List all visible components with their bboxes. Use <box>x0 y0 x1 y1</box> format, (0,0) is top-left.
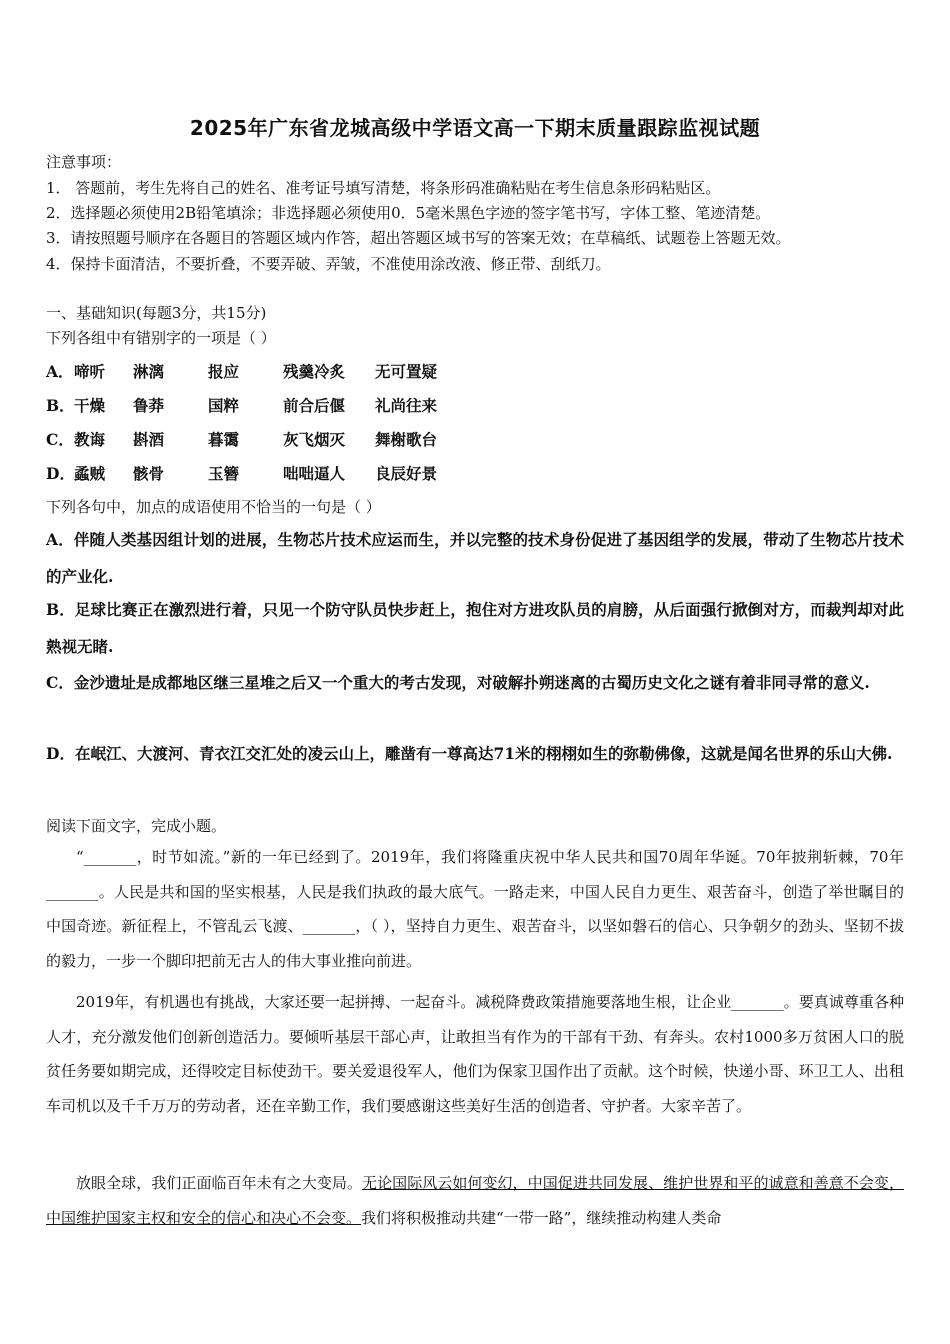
option-word: 淋漓 <box>133 362 165 381</box>
option-word: 礼尚往来 <box>375 396 438 415</box>
q2-option-d: D．在岷江、大渡河、青衣江交汇处的凌云山上，雕凿有一尊高达71米的栩栩如生的弥勒佛像，这就是闻名世界的乐山大佛. <box>46 744 893 763</box>
notice-heading: 注意事项： <box>46 153 122 171</box>
reading-paragraph-1: “_______，时节如流。”新的一年已经到了。2019年，我们将隆重庆祝中华人民共和国70周年华诞。70年披荆斩棘，70年_______。人民是共和国的坚实根基，人民是我们执政的最大底气。一路走来，中国人民自力更生、艰苦奋斗，创造了举世瞩目的中国奇迹。新征程上，不管乱云飞渡、_______，（ ），坚持自力更生、艰苦奋斗，以坚如磐石的信心、只争朝夕的劲头、坚韧不拔的毅力，一步一个脚印把前无古人的伟大事业推向前进。 <box>46 848 904 970</box>
option-word: 前合后偃 <box>283 396 346 415</box>
paragraph-text: 我们将积极推动共建“一带一路”，继续推动构建人类命 <box>361 1208 722 1227</box>
option-word: 灰飞烟灭 <box>283 430 346 449</box>
option-word: 啼听 <box>74 362 106 381</box>
q1-stem: 下列各组中有错别字的一项是（ ） <box>46 329 276 347</box>
option-word: 咄咄逼人 <box>283 464 346 483</box>
option-word: 无可置疑 <box>375 362 438 381</box>
section-heading: 一、基础知识(每题3分，共15分) <box>46 304 267 322</box>
option-word: 干燥 <box>74 396 106 415</box>
reading-paragraph-3 <box>46 1166 904 1235</box>
q2-option-a: A．伴随人类基因组计划的进展，生物芯片技术应运而生，并以完整的技术身份促进了基因组学的发展，带动了生物芯片技术的产业化. <box>46 530 904 586</box>
reading-paragraph-2: 2019年，有机遇也有挑战，大家还要一起拼搏、一起奋斗。减税降费政策措施要落地生根，让企业_______。要真诚尊重各种人才，充分激发他们创新创造活力。要倾听基层干部心声，让敢担当有作为的干部有干劲、有奔头。农村1000多万贫困人口的脱贫任务要如期完成，还得咬定目标使劲干。要关爱退役军人，他们为保家卫国作出了贡献。这个时候，快递小哥、环卫工人、出租车司机以及千千万万的劳动者，还在辛勤工作，我们要感谢这些美好生活的创造者、守护者。大家辛苦了。 <box>46 993 904 1115</box>
option-word: 良辰好景 <box>375 464 438 483</box>
option-word: 国粹 <box>208 396 240 415</box>
q2-option-c: C．金沙遗址是成都地区继三星堆之后又一个重大的考古发现，对破解扑朔迷离的古蜀历史文化之谜有着非同寻常的意义. <box>46 673 870 692</box>
option-label: A． <box>46 362 74 381</box>
notice-item-1: 1． 答题前，考生先将自己的姓名、准考证号填写清楚，将条形码准确粘贴在考生信息条形码粘贴区。 <box>46 179 721 197</box>
option-label: B． <box>46 396 75 415</box>
q2-option-b: B．足球比赛正在激烈进行着，只见一个防守队员快步赶上，抱住对方进攻队员的肩膀，从后面强行掀倒对方，而裁判却对此熟视无睹. <box>46 600 904 656</box>
q2-stem: 下列各句中，加点的成语使用不恰当的一句是（ ） <box>46 498 381 516</box>
paragraph-text: 放眼全球，我们正面临百年未有之大变局。 <box>76 1174 363 1192</box>
option-label: D． <box>46 464 75 483</box>
option-word: 骸骨 <box>133 464 165 483</box>
notice-item-2: 2．选择题必须使用2B铅笔填涂；非选择题必须使用0．5毫米黑色字迹的签字笔书写，字体工整、笔迹清楚。 <box>46 204 771 222</box>
option-word: 教诲 <box>74 430 106 449</box>
option-word: 斟酒 <box>133 430 165 449</box>
option-word: 鲁莽 <box>133 396 165 415</box>
notice-item-4: 4．保持卡面清洁，不要折叠，不要弄破、弄皱，不准使用涂改液、修正带、刮纸刀。 <box>46 255 611 273</box>
option-word: 玉簪 <box>208 464 240 483</box>
option-word: 报应 <box>208 362 240 381</box>
option-word: 残羹冷炙 <box>283 362 346 381</box>
page-title: 2025年广东省龙城高级中学语文高一下期末质量跟踪监视试题 <box>189 116 761 140</box>
underlined-sentence: 无论国际风云如何变幻，中国促进共同发展、维护世界和平的诚意和善意不会变，中国维护国家主权和安全的信心和决心不会变。 <box>46 1174 904 1227</box>
option-word: 蟊贼 <box>74 464 106 483</box>
option-label: C． <box>46 430 74 449</box>
option-word: 舞榭歌台 <box>375 430 438 449</box>
option-word: 暮霭 <box>208 430 240 449</box>
notice-item-3: 3．请按照题号顺序在各题目的答题区域内作答，超出答题区域书写的答案无效；在草稿纸、试题卷上答题无效。 <box>46 229 791 247</box>
reading-intro: 阅读下面文字，完成小题。 <box>46 817 227 835</box>
